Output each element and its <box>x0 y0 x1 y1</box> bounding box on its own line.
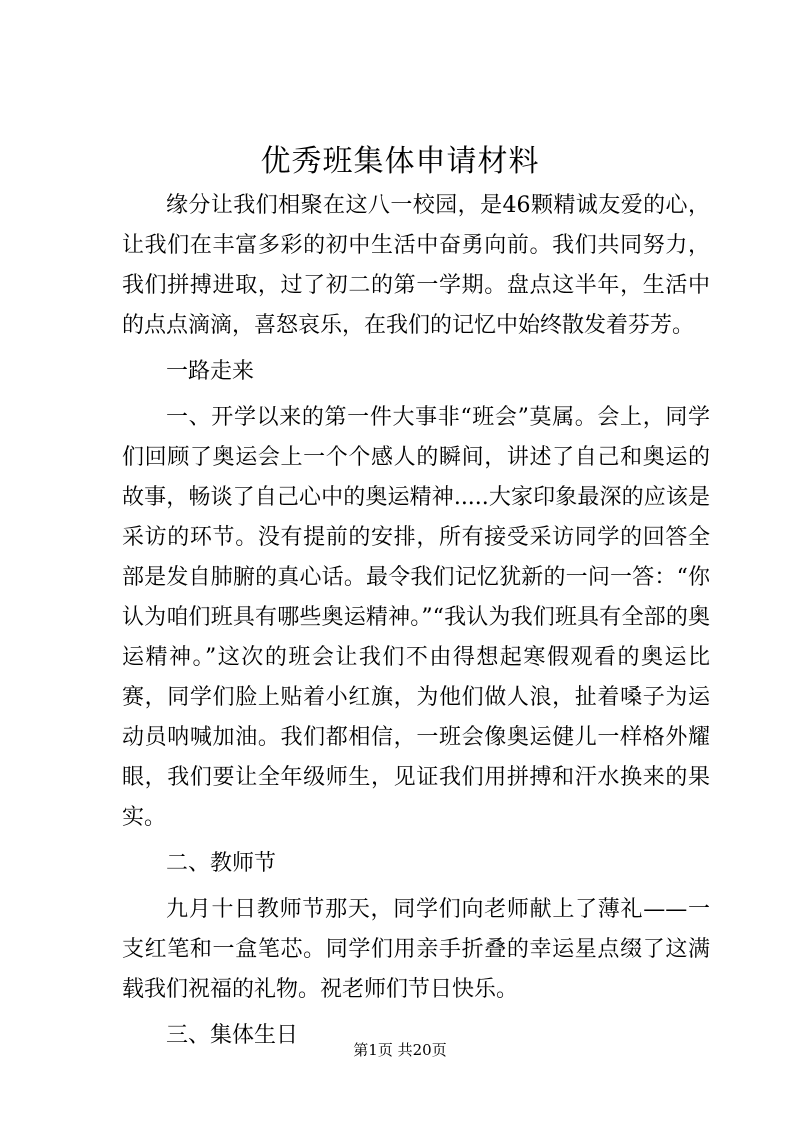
section-heading-teachers-day: 二、教师节 <box>166 851 277 876</box>
paragraph-class-meeting: 一、开学以来的第一件大事非“班会”莫属。会上，同学们回顾了奥运会上一个个感人的瞬间，讲述了自己和奥运的故事，畅谈了自己心中的奥运精神.....大家印象最深的应该是采访的环节。没有提前的安排，所有接受采访同学的回答全部是发自肺腑的真心话。最令我们记忆犹新的一问一答：“你认为咱们班具有哪些奥运精神。”“我认为我们班具有全部的奥运精神。”这次的班会让我们不由得想起寒假观看的奥运比赛，同学们脸上贴着小红旗，为他们做人浪，扯着嗓子为运动员呐喊加油。我们都相信，一班会像奥运健儿一样格外耀眼，我们要让全年级师生，见证我们用拼搏和汗水换来的果实。 <box>122 405 710 830</box>
page-footer: 第1页 共20页 <box>353 1041 447 1059</box>
paragraph-intro: 缘分让我们相聚在这八一校园，是46颗精诚友爱的心，让我们在丰富多彩的初中生活中奋勇向前。我们共同努力，我们拼搏进取，过了初二的第一学期。盘点这半年，生活中的点点滴滴，喜怒哀乐，在我们的记忆中始终散发着芬芳。 <box>122 193 710 338</box>
section-heading-yilu: 一路走来 <box>166 359 255 384</box>
section-heading-group-birthday: 三、集体生日 <box>166 1023 299 1048</box>
paragraph-teachers-day: 九月十日教师节那天，同学们向老师献上了薄礼——一支红笔和一盒笔芯。同学们用亲手折叠的幸运星点缀了这满载我们祝福的礼物。祝老师们节日快乐。 <box>122 897 710 1002</box>
document-title: 优秀班集体申请材料 <box>260 144 540 179</box>
document-body <box>122 186 710 1062</box>
